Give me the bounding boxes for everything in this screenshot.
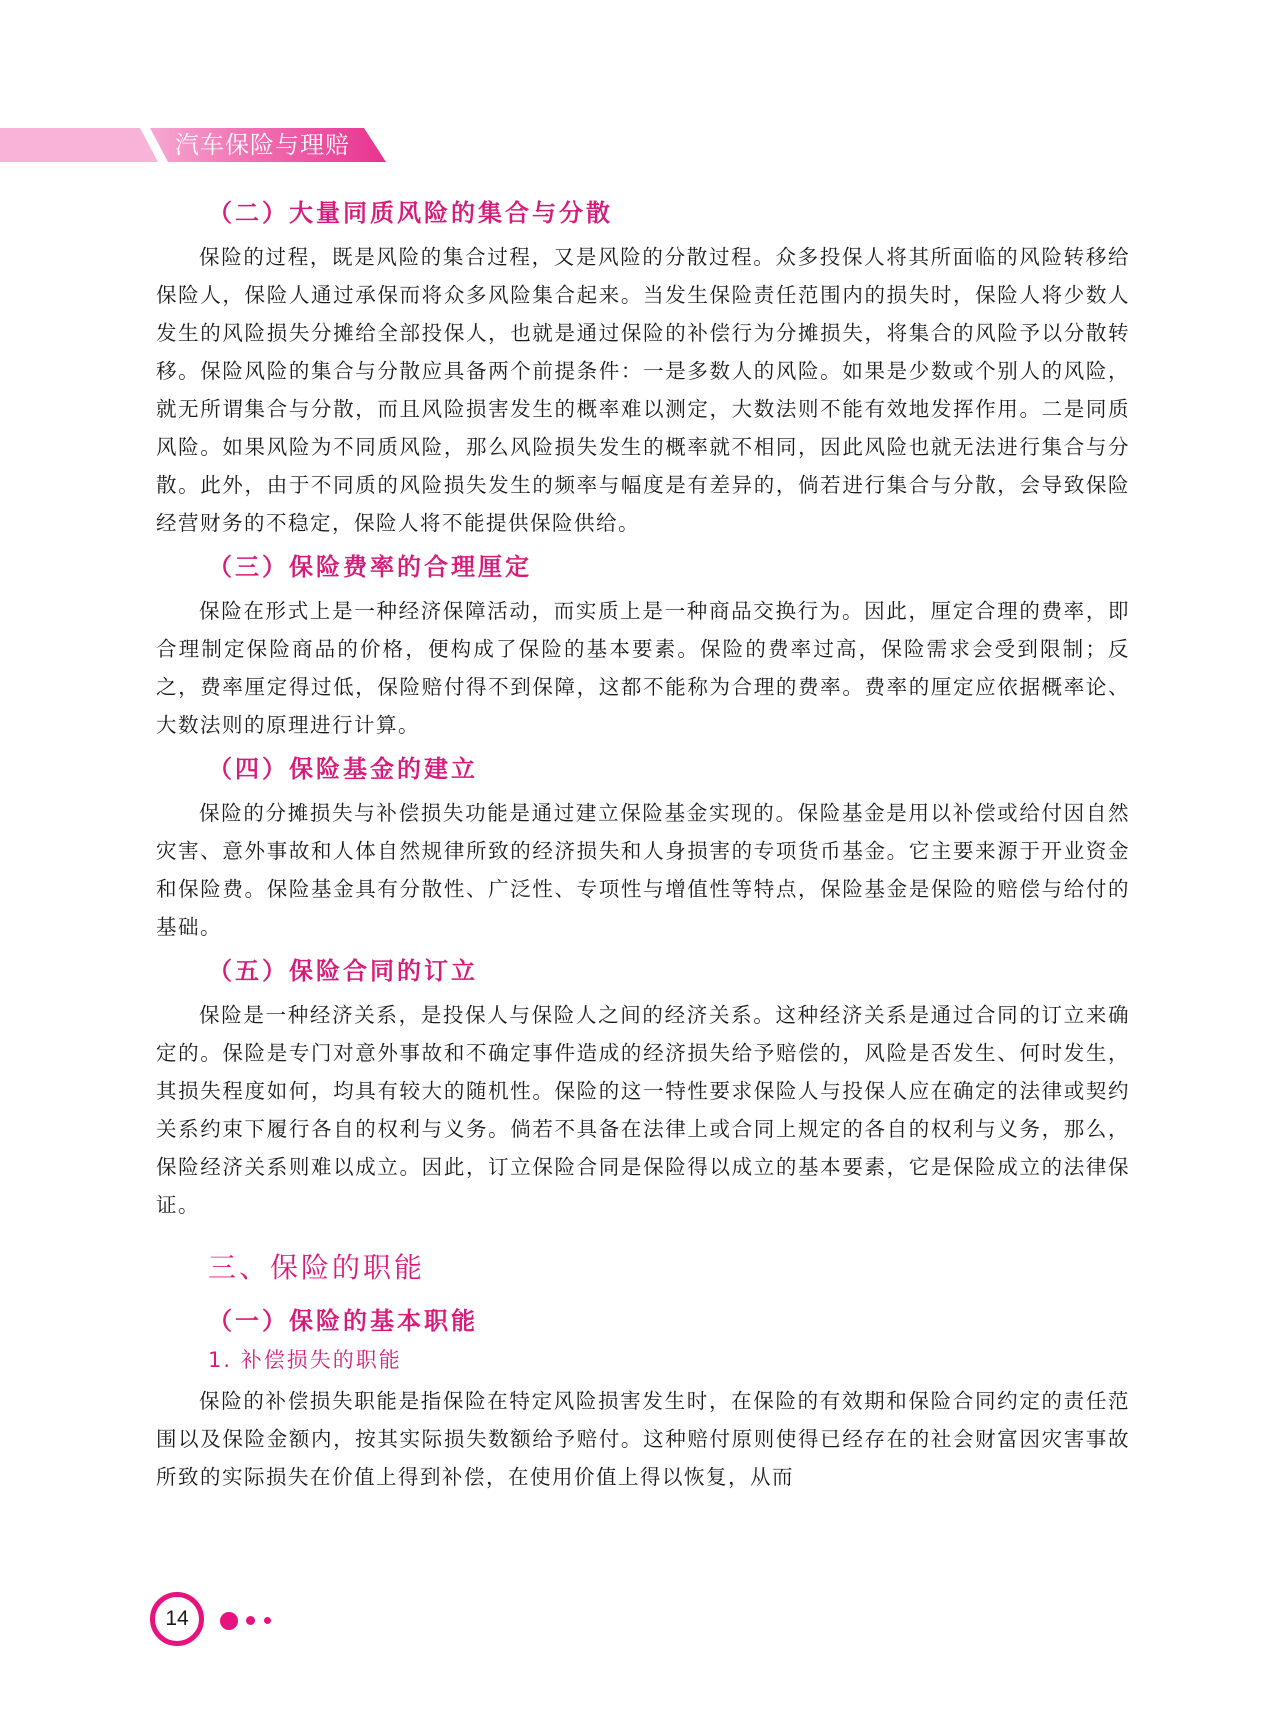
chapter-heading: 三、保险的职能 — [208, 1251, 426, 1284]
section-heading-5: （五）保险合同的订立 — [208, 957, 478, 985]
decor-dot-medium — [246, 1616, 255, 1625]
paragraph: 保险的过程，既是风险的集合过程，又是风险的分散过程。众多投保人将其所面临的风险转移给保险人，保险人通过承保而将众多风险集合起来。当发生保险责任范围内的损失时，保险人将少数人发生的风险损失分摊给全部投保人，也就是通过保险的补偿行为分摊损失，将集合的风险予以分散转移。保险风险的集合与分散应具备两个前提条件：一是多数人的风险。如果是少数或个别人的风险，就无所谓集合与分散，而且风险损害发生的概率难以测定，大数法则不能有效地发挥作用。二是同质风险。如果风险为不同质风险，那么风险损失发生的概率就不相同，因此风险也就无法进行集合与分散。此外，由于不同质的风险损失发生的频率与幅度是有差异的，倘若进行集合与分散，会导致保险经营财务的不稳定，保险人将不能提供保险供给。 — [156, 245, 1130, 535]
section-heading-1: （一）保险的基本职能 — [208, 1307, 478, 1335]
page-number-ring — [150, 1592, 204, 1646]
paragraph: 保险的分摊损失与补偿损失功能是通过建立保险基金实现的。保险基金是用以补偿或给付因自然灾害、意外事故和人体自然规律所致的经济损失和人身损害的专项货币基金。它主要来源于开业资金和保险费。保险基金具有分散性、广泛性、专项性与增值性等特点，保险基金是保险的赔偿与给付的基础。 — [156, 801, 1130, 939]
page-number: 14 — [165, 1607, 189, 1630]
section-heading-2: （二）大量同质风险的集合与分散 — [208, 199, 613, 227]
section-heading-4: （四）保险基金的建立 — [208, 755, 478, 783]
decor-dot-small — [264, 1617, 271, 1624]
section-heading-3: （三）保险费率的合理厘定 — [208, 553, 532, 581]
decor-dot-large — [220, 1612, 238, 1630]
subsection-heading: 1. 补偿损失的职能 — [208, 1348, 402, 1372]
paragraph: 保险在形式上是一种经济保障活动，而实质上是一种商品交换行为。因此，厘定合理的费率，即合理制定保险商品的价格，便构成了保险的基本要素。保险的费率过高，保险需求会受到限制；反之，费率厘定得过低，保险赔付得不到保障，这都不能称为合理的费率。费率的厘定应依据概率论、大数法则的原理进行计算。 — [156, 599, 1130, 737]
page-footer — [150, 1592, 310, 1662]
book-title: 汽车保险与理赔 — [175, 131, 350, 159]
paragraph: 保险是一种经济关系，是投保人与保险人之间的经济关系。这种经济关系是通过合同的订立来确定的。保险是专门对意外事故和不确定事件造成的经济损失给予赔偿的，风险是否发生、何时发生，其损失程度如何，均具有较大的随机性。保险的这一特性要求保险人与投保人应在确定的法律或契约关系约束下履行各自的权利与义务。倘若不具备在法律上或合同上规定的各自的权利与义务，那么，保险经济关系则难以成立。因此，订立保险合同是保险得以成立的基本要素，它是保险成立的法律保证。 — [156, 1003, 1130, 1217]
paragraph: 保险的补偿损失职能是指保险在特定风险损害发生时，在保险的有效期和保险合同约定的责任范围以及保险金额内，按其实际损失数额给予赔付。这种赔付原则使得已经存在的社会财富因灾害事故所致的实际损失在价值上得到补偿，在使用价值上得以恢复，从而 — [156, 1389, 1130, 1489]
page-content — [156, 198, 1130, 1506]
